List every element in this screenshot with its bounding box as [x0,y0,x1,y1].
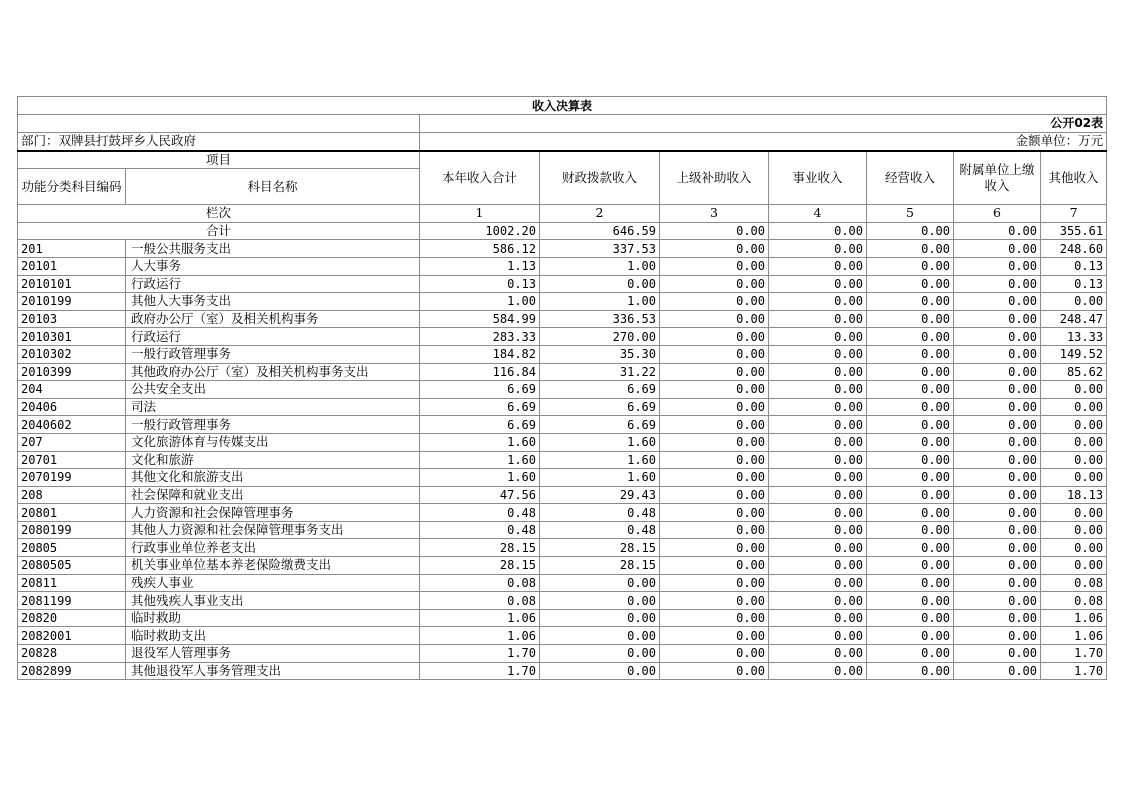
total-row [18,222,1107,240]
row-value: 0.00 [954,293,1041,311]
table-row [18,451,1107,469]
row-value: 0.00 [954,592,1041,610]
row-value: 0.00 [867,363,954,381]
row-value: 0.00 [954,433,1041,451]
row-value: 6.69 [540,398,660,416]
row-code: 20701 [18,451,126,469]
row-value: 0.00 [954,310,1041,328]
table-row [18,592,1107,610]
row-value: 0.00 [540,574,660,592]
row-value: 0.00 [769,469,867,487]
row-value: 0.08 [1041,574,1107,592]
row-value: 0.00 [1041,451,1107,469]
row-value: 0.00 [867,627,954,645]
table-row [18,521,1107,539]
row-name: 临时救助支出 [126,627,420,645]
row-name: 文化旅游体育与传媒支出 [126,433,420,451]
row-code: 207 [18,433,126,451]
row-value: 6.69 [540,416,660,434]
row-value: 0.00 [867,521,954,539]
row-value: 0.00 [769,381,867,399]
row-value: 0.00 [769,521,867,539]
table-row [18,486,1107,504]
row-value: 0.00 [769,363,867,381]
row-value: 0.00 [660,328,769,346]
row-value: 0.00 [660,257,769,275]
table-row [18,310,1107,328]
row-value: 0.08 [1041,592,1107,610]
row-code: 20801 [18,504,126,522]
row-code: 2081199 [18,592,126,610]
row-name: 司法 [126,398,420,416]
row-value: 0.08 [420,592,540,610]
total-label: 合计 [18,222,420,240]
row-value: 0.00 [867,275,954,293]
table-row [18,240,1107,258]
meta-row [18,132,1107,151]
row-name: 人大事务 [126,257,420,275]
row-value: 0.00 [867,433,954,451]
row-value: 336.53 [540,310,660,328]
table-title: 收入决算表 [18,97,1107,115]
row-value: 0.00 [660,469,769,487]
row-value: 0.13 [1041,275,1107,293]
row-value: 0.00 [660,557,769,575]
row-value: 0.48 [540,504,660,522]
row-value: 0.00 [867,574,954,592]
row-value: 0.00 [954,609,1041,627]
row-value: 0.00 [540,627,660,645]
row-value: 1.60 [420,433,540,451]
title-row [18,97,1107,115]
row-value: 0.00 [660,310,769,328]
table-row [18,398,1107,416]
table-row [18,662,1107,680]
row-value: 0.00 [954,486,1041,504]
row-code: 20805 [18,539,126,557]
header-item: 项目 [18,151,420,169]
form-number: 公开02表 [420,115,1107,133]
row-value: 0.00 [1041,381,1107,399]
row-code: 2010199 [18,293,126,311]
row-value: 0.08 [420,574,540,592]
row-value: 0.00 [1041,433,1107,451]
row-code: 20820 [18,609,126,627]
row-code: 208 [18,486,126,504]
header-col-other: 其他收入 [1041,151,1107,205]
row-code: 2040602 [18,416,126,434]
row-value: 0.00 [769,328,867,346]
row-value: 0.00 [769,275,867,293]
row-code: 2010301 [18,328,126,346]
table-row [18,609,1107,627]
row-code: 2010101 [18,275,126,293]
row-value: 0.00 [769,398,867,416]
header-row-1 [18,151,1107,169]
row-value: 0.48 [420,521,540,539]
row-value: 184.82 [420,345,540,363]
header-col-business: 事业收入 [769,151,867,205]
row-value: 0.00 [867,486,954,504]
row-name: 一般行政管理事务 [126,345,420,363]
row-value: 18.13 [1041,486,1107,504]
row-value: 0.00 [867,609,954,627]
row-name: 行政运行 [126,328,420,346]
row-value: 0.00 [954,539,1041,557]
row-name: 政府办公厅（室）及相关机构事务 [126,310,420,328]
row-code: 2010399 [18,363,126,381]
header-name: 科目名称 [126,169,420,205]
row-name: 退役军人管理事务 [126,645,420,663]
table-row [18,539,1107,557]
row-value: 0.00 [867,451,954,469]
column-number: 4 [769,205,867,223]
row-name: 一般公共服务支出 [126,240,420,258]
table-row [18,627,1107,645]
row-value: 0.00 [867,257,954,275]
row-code: 2010302 [18,345,126,363]
header-col-affiliated: 附属单位上缴收入 [954,151,1041,205]
table-row [18,381,1107,399]
row-value: 0.00 [954,275,1041,293]
total-value: 1002.20 [420,222,540,240]
row-value: 0.00 [660,398,769,416]
row-value: 1.60 [420,469,540,487]
row-value: 1.60 [540,433,660,451]
row-value: 6.69 [420,416,540,434]
row-value: 0.00 [769,504,867,522]
row-value: 0.00 [867,345,954,363]
total-value: 0.00 [867,222,954,240]
row-value: 0.00 [540,275,660,293]
table-row [18,469,1107,487]
row-code: 2080505 [18,557,126,575]
row-value: 0.00 [769,557,867,575]
row-value: 6.69 [420,398,540,416]
row-code: 2070199 [18,469,126,487]
row-value: 0.00 [954,557,1041,575]
row-value: 0.13 [420,275,540,293]
row-value: 0.00 [540,645,660,663]
row-code: 201 [18,240,126,258]
row-code: 20811 [18,574,126,592]
row-value: 1.06 [420,609,540,627]
row-value: 0.00 [867,328,954,346]
row-value: 0.00 [954,469,1041,487]
row-value: 0.00 [769,486,867,504]
row-value: 248.60 [1041,240,1107,258]
row-value: 0.00 [1041,293,1107,311]
row-code: 20103 [18,310,126,328]
row-name: 行政运行 [126,275,420,293]
row-value: 0.00 [660,521,769,539]
row-name: 社会保障和就业支出 [126,486,420,504]
row-value: 0.13 [1041,257,1107,275]
table-row [18,257,1107,275]
row-value: 0.00 [769,539,867,557]
row-value: 0.00 [660,574,769,592]
table-row [18,645,1107,663]
row-value: 0.00 [769,592,867,610]
table-row [18,275,1107,293]
row-value: 0.00 [954,662,1041,680]
row-value: 0.00 [660,592,769,610]
row-value: 28.15 [420,557,540,575]
row-value: 28.15 [420,539,540,557]
row-value: 85.62 [1041,363,1107,381]
header-col-total: 本年收入合计 [420,151,540,205]
row-value: 0.00 [660,486,769,504]
row-value: 1.70 [1041,662,1107,680]
row-name: 机关事业单位基本养老保险缴费支出 [126,557,420,575]
table-row [18,328,1107,346]
row-value: 0.00 [867,645,954,663]
row-value: 0.00 [1041,398,1107,416]
row-value: 0.00 [954,574,1041,592]
row-value: 0.00 [954,398,1041,416]
row-value: 1.70 [420,645,540,663]
row-value: 0.00 [660,345,769,363]
row-value: 337.53 [540,240,660,258]
row-value: 1.06 [1041,627,1107,645]
row-value: 116.84 [420,363,540,381]
total-value: 355.61 [1041,222,1107,240]
row-value: 0.00 [660,627,769,645]
row-value: 0.00 [867,240,954,258]
total-value: 0.00 [954,222,1041,240]
row-value: 0.00 [769,257,867,275]
row-value: 0.00 [954,451,1041,469]
column-number: 3 [660,205,769,223]
row-code: 2082001 [18,627,126,645]
row-name: 一般行政管理事务 [126,416,420,434]
column-number: 5 [867,205,954,223]
row-value: 149.52 [1041,345,1107,363]
row-value: 0.00 [660,240,769,258]
row-value: 0.00 [954,345,1041,363]
row-value: 0.00 [1041,469,1107,487]
row-value: 0.00 [769,240,867,258]
row-value: 0.48 [420,504,540,522]
row-value: 0.00 [769,662,867,680]
row-value: 0.00 [867,504,954,522]
row-value: 0.00 [954,416,1041,434]
row-value: 0.00 [867,381,954,399]
row-value: 0.00 [660,381,769,399]
row-name: 其他人力资源和社会保障管理事务支出 [126,521,420,539]
income-final-accounts-table [17,96,1107,680]
row-value: 0.00 [1041,416,1107,434]
column-number: 2 [540,205,660,223]
total-value: 0.00 [660,222,769,240]
row-name: 其他退役军人事务管理支出 [126,662,420,680]
row-value: 270.00 [540,328,660,346]
row-value: 47.56 [420,486,540,504]
row-code: 2080199 [18,521,126,539]
row-value: 1.06 [1041,609,1107,627]
row-code: 20101 [18,257,126,275]
table-row [18,416,1107,434]
table-row [18,363,1107,381]
row-value: 0.00 [1041,504,1107,522]
column-number-row [18,205,1107,223]
row-value: 0.00 [867,469,954,487]
row-name: 人力资源和社会保障管理事务 [126,504,420,522]
row-value: 0.00 [660,416,769,434]
row-value: 0.48 [540,521,660,539]
row-value: 1.00 [540,293,660,311]
total-value: 0.00 [769,222,867,240]
row-name: 文化和旅游 [126,451,420,469]
row-name: 行政事业单位养老支出 [126,539,420,557]
row-value: 0.00 [660,363,769,381]
row-value: 0.00 [769,416,867,434]
amount-unit: 金额单位：万元 [420,132,1107,151]
row-value: 0.00 [867,539,954,557]
row-name: 其他残疾人事业支出 [126,592,420,610]
row-value: 0.00 [660,504,769,522]
row-value: 0.00 [954,328,1041,346]
column-number: 1 [420,205,540,223]
row-value: 0.00 [954,257,1041,275]
row-value: 0.00 [954,240,1041,258]
row-value: 1.60 [540,469,660,487]
row-code: 20828 [18,645,126,663]
row-value: 0.00 [769,451,867,469]
row-value: 1.00 [540,257,660,275]
row-value: 0.00 [1041,539,1107,557]
row-value: 0.00 [769,645,867,663]
header-col-superior: 上级补助收入 [660,151,769,205]
table-row [18,433,1107,451]
row-value: 29.43 [540,486,660,504]
row-value: 0.00 [660,293,769,311]
row-value: 0.00 [660,433,769,451]
row-value: 1.60 [420,451,540,469]
row-value: 0.00 [660,275,769,293]
row-name: 其他政府办公厅（室）及相关机构事务支出 [126,363,420,381]
row-value: 1.06 [420,627,540,645]
row-value: 1.70 [1041,645,1107,663]
row-name: 其他文化和旅游支出 [126,469,420,487]
table-row [18,557,1107,575]
row-value: 0.00 [769,609,867,627]
row-value: 0.00 [1041,557,1107,575]
blank-cell [18,115,420,133]
row-name: 其他人大事务支出 [126,293,420,311]
row-value: 248.47 [1041,310,1107,328]
row-value: 1.70 [420,662,540,680]
row-value: 0.00 [954,504,1041,522]
row-value: 584.99 [420,310,540,328]
row-value: 0.00 [769,627,867,645]
row-code: 204 [18,381,126,399]
table-row [18,574,1107,592]
row-name: 公共安全支出 [126,381,420,399]
row-name: 临时救助 [126,609,420,627]
header-col-operating: 经营收入 [867,151,954,205]
row-value: 0.00 [867,293,954,311]
row-value: 283.33 [420,328,540,346]
table-row [18,293,1107,311]
row-value: 28.15 [540,557,660,575]
form-number-row [18,115,1107,133]
row-value: 0.00 [540,609,660,627]
row-value: 6.69 [420,381,540,399]
row-value: 0.00 [954,627,1041,645]
table-row [18,345,1107,363]
row-value: 0.00 [954,645,1041,663]
row-value: 0.00 [867,416,954,434]
row-value: 1.60 [540,451,660,469]
row-value: 586.12 [420,240,540,258]
row-value: 0.00 [660,662,769,680]
row-value: 0.00 [867,662,954,680]
department-label: 部门：双牌县打鼓坪乡人民政府 [18,132,420,151]
total-value: 646.59 [540,222,660,240]
column-index-label: 栏次 [18,205,420,223]
row-code: 2082899 [18,662,126,680]
row-value: 28.15 [540,539,660,557]
row-value: 0.00 [660,451,769,469]
row-value: 1.00 [420,293,540,311]
row-value: 0.00 [867,310,954,328]
row-value: 0.00 [660,539,769,557]
row-code: 20406 [18,398,126,416]
row-value: 0.00 [867,557,954,575]
table-row [18,504,1107,522]
row-value: 0.00 [954,521,1041,539]
row-value: 0.00 [540,662,660,680]
row-value: 6.69 [540,381,660,399]
header-col-fiscal: 财政拨款收入 [540,151,660,205]
row-value: 0.00 [867,592,954,610]
row-value: 0.00 [769,310,867,328]
row-value: 0.00 [954,381,1041,399]
row-value: 1.13 [420,257,540,275]
row-value: 0.00 [954,363,1041,381]
row-value: 0.00 [769,345,867,363]
row-value: 31.22 [540,363,660,381]
column-number: 7 [1041,205,1107,223]
row-value: 35.30 [540,345,660,363]
header-code: 功能分类科目编码 [18,169,126,205]
row-value: 0.00 [660,609,769,627]
column-number: 6 [954,205,1041,223]
row-value: 13.33 [1041,328,1107,346]
row-value: 0.00 [660,645,769,663]
row-value: 0.00 [769,293,867,311]
row-value: 0.00 [769,433,867,451]
row-value: 0.00 [867,398,954,416]
row-value: 0.00 [540,592,660,610]
row-value: 0.00 [1041,521,1107,539]
row-name: 残疾人事业 [126,574,420,592]
row-value: 0.00 [769,574,867,592]
